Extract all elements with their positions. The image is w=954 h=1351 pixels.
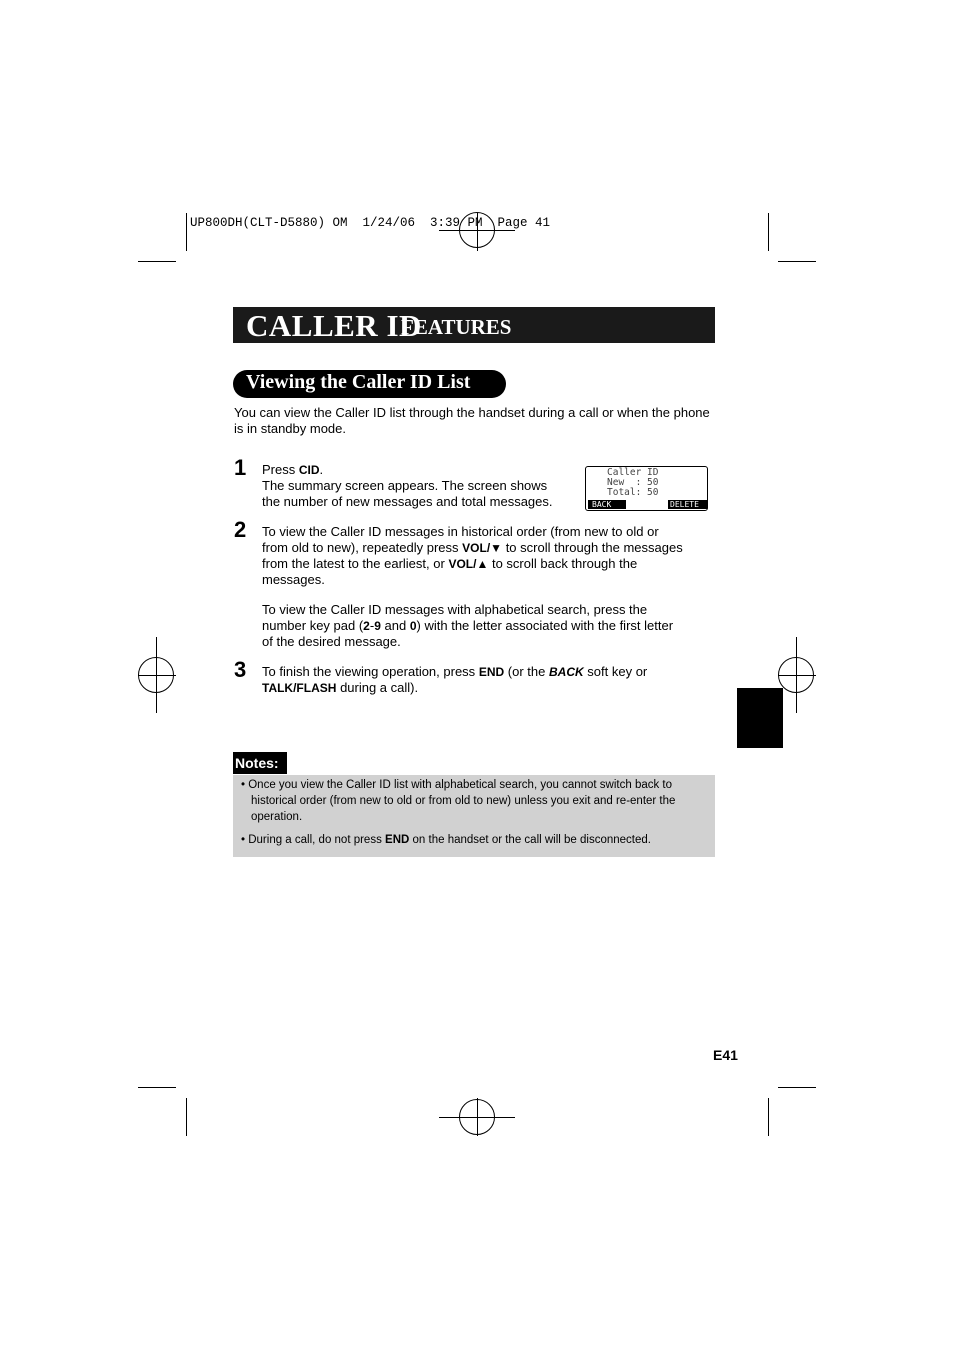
registration-mark-icon: [138, 675, 176, 676]
crop-mark: [138, 261, 176, 262]
crop-mark: [778, 1087, 816, 1088]
registration-mark-icon: [778, 675, 816, 676]
registration-mark-icon: [477, 1098, 478, 1136]
step-number: 3: [234, 657, 247, 682]
step-number: 1: [234, 455, 247, 480]
page-title: CALLER ID: [246, 308, 422, 343]
lcd-line: Total: 50: [607, 487, 659, 498]
key-label: VOL/▼: [462, 541, 503, 555]
notes-label: Notes:: [233, 752, 287, 774]
lcd-line: New : 50: [607, 477, 659, 488]
section-title: Viewing the Caller ID List: [246, 371, 471, 393]
lcd-screen: [585, 466, 708, 511]
crop-mark: [778, 261, 816, 262]
key-label: 2: [363, 619, 370, 633]
intro-paragraph: You can view the Caller ID list through the handset during a call or when the phone is in standby mode.: [234, 405, 710, 436]
notes-box: [233, 775, 715, 857]
note-item: • During a call, do not press END on the handset or the call will be disconnected.: [241, 834, 651, 846]
key-label: END: [385, 834, 410, 846]
key-label: 9: [374, 619, 381, 633]
page-subtitle: FEATURES: [401, 315, 512, 339]
lcd-line: Caller ID: [607, 467, 659, 478]
page-number: E41: [713, 1047, 738, 1063]
crop-mark: [138, 1087, 176, 1088]
key-label: VOL/▲: [448, 557, 489, 571]
key-label: CID: [298, 463, 320, 477]
back-softkey: BACK: [588, 500, 626, 509]
page-title-bar: [233, 307, 715, 343]
section-heading: [233, 370, 506, 398]
crop-mark: [186, 213, 187, 251]
section-tab: [737, 688, 783, 748]
step-3-text: To finish the viewing operation, press END (or the BACK soft key or TALK/FLASH during a call).: [262, 664, 648, 695]
step-1-text: Press CID. The summary screen appears. The screen shows the number of new messages and total messages.: [262, 462, 553, 509]
step-2-text: To view the Caller ID messages in historical order (from new to old or from old to new), repeatedly press VOL/▼ to scroll through the messages from the latest to the earliest, or VOL/▲ to scroll back through the messages. To view the Caller ID messages with alphabetical search, press the number key pad (2-9 and 0) with the letter associated with the first letter of the desired message.: [262, 524, 683, 649]
step-number: 2: [234, 517, 247, 542]
crop-mark: [186, 1098, 187, 1136]
print-slug: UP800DH(CLT-D5880) OM 1/24/06 3:39 PM Page 41: [190, 216, 551, 230]
delete-softkey: DELETE: [668, 500, 707, 509]
crop-mark: [768, 1098, 769, 1136]
key-label: TALK/FLASH: [262, 681, 337, 695]
key-label: END: [478, 665, 505, 679]
softkey-label: BACK: [548, 665, 584, 679]
key-label: 0: [409, 619, 417, 633]
note-item: • Once you view the Caller ID list with alphabetical search, you cannot switch back to historical order (from new to old or from old to new) unless you exit and re-enter the operation.: [241, 779, 676, 823]
crop-mark: [768, 213, 769, 251]
